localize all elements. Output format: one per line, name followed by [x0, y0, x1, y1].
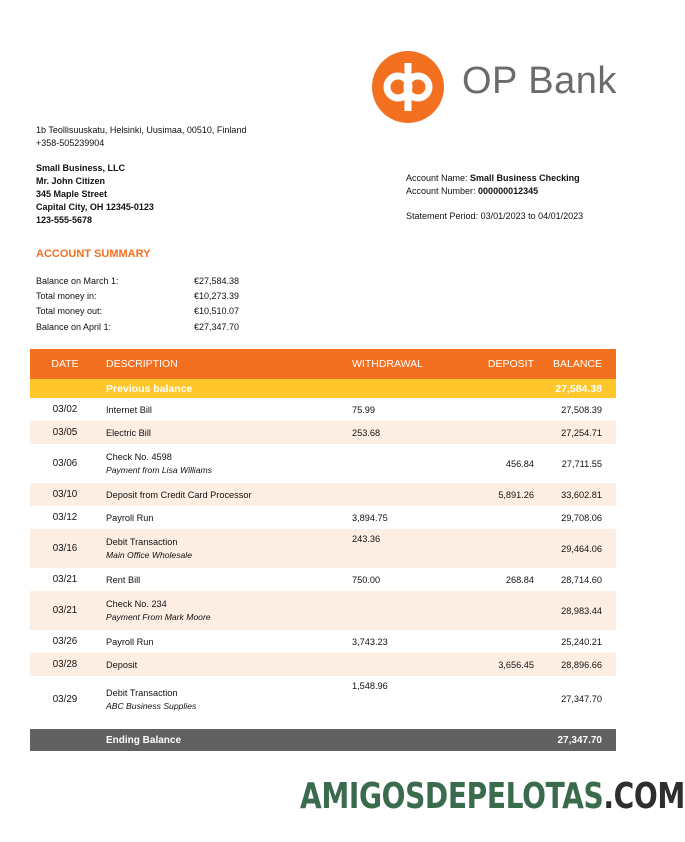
bank-address: 1b Teollisuuskatu, Helsinki, Uusimaa, 00510, Finland: [36, 125, 247, 135]
description-main: Deposit from Credit Card Processor: [106, 489, 252, 500]
cell-description: [100, 428, 346, 438]
account-name-line: [406, 172, 583, 185]
cell-withdrawal: 1,548.96: [352, 681, 388, 691]
summary-row: [36, 304, 239, 319]
table-row: [30, 483, 616, 506]
cell-description: [100, 452, 346, 475]
cell-deposit: 3,656.45: [498, 659, 534, 670]
cell-balance: 33,602.81: [561, 489, 602, 500]
cell-balance: 29,464.06: [561, 543, 602, 554]
cell-date: 03/21: [52, 574, 78, 585]
description-main: Electric Bill: [106, 427, 151, 438]
client-phone: 123-555-5678: [36, 215, 93, 225]
cell-date: 03/21: [52, 605, 78, 616]
transaction-rows: [30, 398, 616, 722]
client-city: Capital City, OH 12345-0123: [36, 202, 154, 212]
header-deposit: DEPOSIT: [487, 358, 534, 370]
description-main: Payroll Run: [106, 512, 154, 523]
previous-balance-value: 27,584.38: [555, 382, 602, 395]
table-row: [30, 676, 616, 722]
cell-withdrawal: 243.36: [352, 534, 381, 544]
cell-date: 03/26: [52, 636, 78, 647]
cell-balance: 27,508.39: [561, 404, 602, 415]
watermark-tld: .COM: [603, 776, 685, 817]
description-main: Debit Transaction: [106, 687, 178, 698]
cell-description: [100, 599, 346, 622]
description-main: Payroll Run: [106, 636, 154, 647]
summary-label: Total money in:: [36, 290, 97, 301]
account-name: Small Business Checking: [470, 173, 580, 183]
description-main: Check No. 4598: [106, 452, 172, 462]
cell-withdrawal: 253.68: [352, 427, 381, 438]
header-description: DESCRIPTION: [106, 358, 178, 370]
cell-balance: 27,347.70: [561, 694, 602, 704]
header-date: DATE: [51, 358, 79, 370]
description-sub: Main Office Wholesale: [106, 550, 192, 560]
watermark: [300, 776, 685, 817]
description-main: Internet Bill: [106, 404, 152, 415]
cell-withdrawal: 3,894.75: [352, 512, 388, 523]
cell-date: 03/10: [52, 489, 78, 500]
cell-balance: 27,711.55: [561, 458, 602, 469]
summary-value: €10,510.07: [194, 306, 240, 317]
header-withdrawal: WITHDRAWAL: [352, 358, 423, 370]
cell-description: [100, 405, 346, 415]
cell-withdrawal: 75.99: [352, 404, 375, 415]
summary-label: Total money out:: [36, 306, 103, 317]
table-row: [30, 444, 616, 483]
cell-balance: 28,896.66: [561, 659, 602, 670]
statement-period-line: [406, 210, 583, 223]
cell-deposit: 268.84: [505, 574, 534, 585]
summary-row: [36, 288, 239, 303]
client-company: Small Business, LLC: [36, 163, 126, 173]
cell-date: 03/05: [52, 427, 78, 438]
summary-value: €27,584.38: [194, 275, 240, 286]
cell-description: [100, 537, 346, 560]
cell-description: [100, 575, 346, 585]
cell-description: [100, 660, 346, 670]
table-row: [30, 630, 616, 653]
account-info: [406, 172, 583, 223]
cell-balance: 28,714.60: [561, 574, 602, 585]
cell-balance: 29,708.06: [561, 512, 602, 523]
summary-label: Balance on April 1:: [36, 321, 112, 332]
previous-balance-row: [30, 379, 616, 398]
table-header: [30, 349, 616, 379]
account-summary-title: ACCOUNT SUMMARY: [36, 248, 151, 260]
account-number-line: [406, 185, 583, 198]
description-sub: Payment from Lisa Williams: [106, 465, 212, 475]
description-main: Deposit: [106, 659, 138, 670]
description-sub: Payment From Mark Moore: [106, 612, 211, 622]
watermark-name: AMIGOSDEPELOTAS: [300, 776, 604, 817]
cell-description: [100, 637, 346, 647]
cell-withdrawal: 3,743.23: [352, 636, 388, 647]
bank-phone: +358-505239904: [36, 138, 105, 148]
summary-value: €27,347.70: [194, 321, 240, 332]
statement-period-label: Statement Period:: [406, 211, 479, 221]
cell-deposit: 456.84: [505, 458, 534, 469]
summary-value: €10,273.39: [194, 290, 240, 301]
cell-date: 03/16: [52, 543, 78, 554]
ending-balance-value: 27,347.70: [557, 734, 602, 746]
table-row: [30, 591, 616, 630]
cell-date: 03/02: [52, 404, 78, 415]
previous-balance-label: Previous balance: [106, 382, 193, 395]
summary-row: [36, 319, 239, 334]
ending-balance-row: [30, 729, 616, 751]
cell-date: 03/28: [52, 659, 78, 670]
cell-description: [100, 513, 346, 523]
cell-description: [100, 490, 346, 500]
description-sub: ABC Business Supplies: [106, 700, 197, 711]
table-row: [30, 653, 616, 676]
op-logo-icon: [372, 51, 444, 123]
cell-balance: 27,254.71: [561, 427, 602, 438]
description-main: Check No. 234: [106, 599, 167, 609]
cell-withdrawal: 750.00: [352, 574, 381, 585]
bank-address-block: [36, 124, 246, 150]
client-street: 345 Maple Street: [36, 189, 108, 199]
table-row: [30, 529, 616, 568]
statement-period: 03/01/2023 to 04/01/2023: [480, 211, 584, 221]
account-name-label: Account Name:: [406, 173, 468, 183]
cell-deposit: 5,891.26: [498, 489, 534, 500]
header-balance: BALANCE: [552, 358, 602, 370]
table-row: [30, 568, 616, 591]
cell-date: 03/12: [52, 512, 78, 523]
cell-date: 03/29: [52, 693, 78, 705]
summary-row: [36, 273, 239, 288]
client-address-block: [36, 162, 154, 227]
description-main: Debit Transaction: [106, 537, 178, 547]
table-row: [30, 506, 616, 529]
description-main: Rent Bill: [106, 574, 141, 585]
cell-description: [100, 688, 346, 711]
cell-date: 03/06: [52, 458, 78, 469]
client-contact: Mr. John Citizen: [36, 176, 106, 186]
account-number-label: Account Number:: [406, 186, 476, 196]
account-number: 000000012345: [478, 186, 539, 196]
account-summary: [36, 273, 239, 334]
transactions-table: [30, 349, 616, 751]
table-row: [30, 421, 616, 444]
bank-name: OP Bank: [462, 60, 617, 102]
summary-label: Balance on March 1:: [36, 275, 119, 286]
cell-balance: 25,240.21: [561, 636, 602, 647]
ending-balance-label: Ending Balance: [106, 734, 182, 746]
table-row: [30, 398, 616, 421]
cell-balance: 28,983.44: [561, 605, 602, 616]
bank-logo: [372, 46, 617, 126]
